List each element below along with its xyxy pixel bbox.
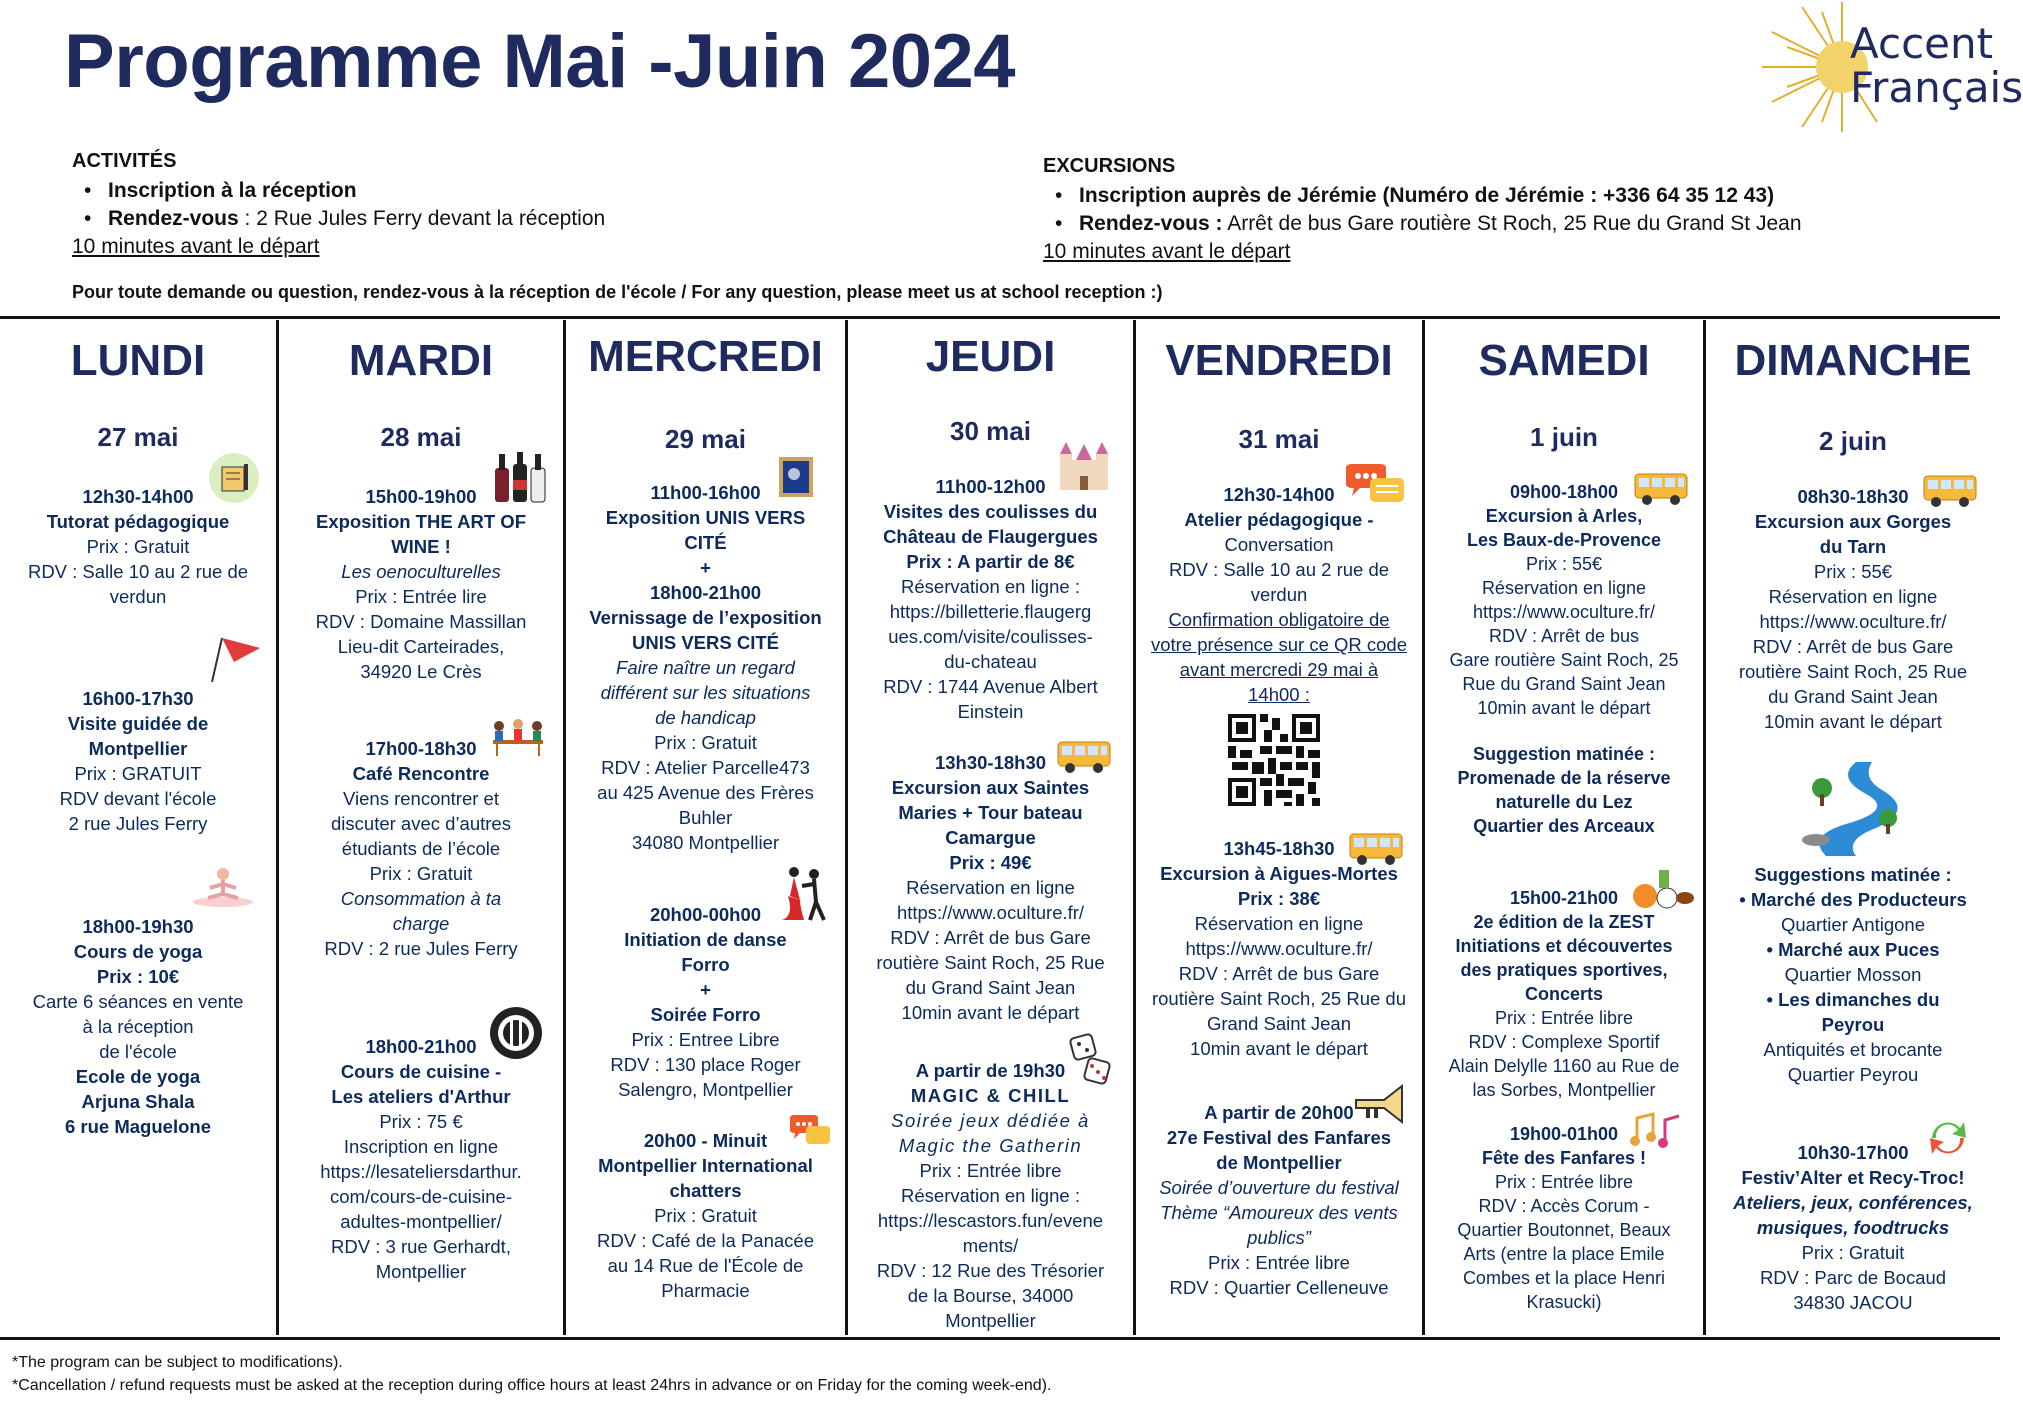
activites-item: • Inscription à la réception: [72, 177, 605, 205]
event-cafe-rencontre: 17h00-18h30 Café Rencontre Viens rencontrer et discuter avec d’autres étudiants de l’école Prix : Gratuit Consommation à ta charge RDV : 2 rue Jules Ferry: [324, 738, 518, 959]
event-unis-vers-cite: 11h00-16h00 Exposition UNIS VERS CITÉ + 18h00-21h00 Vernissage de l’exposition UNIS VERS CITÉ Faire naître un regard différent sur les situations de handicap Prix : Gratuit RDV : Atelier Parcelle473 au 425 Avenue des Frères Buhler 34080 Montpellier: [589, 482, 822, 853]
event-yoga: 18h00-19h30 Cours de yoga Prix : 10€ Carte 6 séances en vente à la réception de l'école Ecole de yoga Arjuna Shala 6 rue Maguelone: [32, 916, 244, 1137]
river-icon: [1796, 758, 1906, 858]
flag-icon: [208, 636, 262, 684]
day-date: 27 mai: [97, 422, 179, 452]
day-name: MARDI: [348, 336, 494, 385]
day-date: 28 mai: [380, 422, 462, 452]
suggestions-dimanche: Suggestions matinée : • Marché des Producteurs Quartier Antigone • Marché aux Puces Quartier Mosson • Les dimanches du Peyrou Antiquités et brocante Quartier Peyrou: [1739, 864, 1967, 1085]
event-zest: 15h00-21h00 2e édition de la ZEST Initiations et découvertes des pratiques sportives, Concerts Prix : Entrée libre RDV : Complexe Sportif Alain Delylle 1160 au Rue de las Sorbes, Montpellier: [1448, 888, 1680, 1100]
brand-name: Accent Français: [1850, 19, 2023, 112]
day-name: LUNDI: [70, 336, 206, 385]
excursions-item: • Rendez-vous : Arrêt de bus Gare routière St Roch, 25 Rue du Grand St Jean: [1043, 210, 1802, 238]
activites-info: ACTIVITÉS • Inscription à la réception • Rendez-vous : 2 Rue Jules Ferry devant la réception 10 minutes avant le départ: [72, 150, 605, 261]
column-vendredi: [1136, 322, 1422, 1332]
yoga-icon: [190, 866, 256, 908]
event-saintes-maries: 13h30-18h30 Excursion aux Saintes Maries + Tour bateau Camargue Prix : 49€ Réservation en ligne https://www.oculture.fr/ RDV : Arrêt de bus Gare routière Saint Roch, 25 Rue du Grand Saint Jean 10min avant le départ: [876, 752, 1105, 1023]
day-date: 1 juin: [1530, 422, 1598, 452]
event-festival-fanfares: A partir de 20h00 27e Festival des Fanfares de Montpellier Soirée d’ouverture du festival Thème “Amoureux des vents publics” Prix : Entrée libre RDV : Quartier Celleneuve: [1159, 1102, 1399, 1298]
event-tutorat: 12h30-14h00 Tutorat pédagogique Prix : Gratuit RDV : Salle 10 au 2 rue de verdun: [27, 486, 249, 607]
event-excursion-arles: 09h00-18h00 Excursion à Arles, Les Baux-de-Provence Prix : 55€ Réservation en ligne https://www.oculture.fr/ RDV : Arrêt de bus Gare routière Saint Roch, 25 Rue du Grand Saint Jean 10min avant le départ: [1449, 482, 1679, 718]
event-fete-fanfares: 19h00-01h00 Fête des Fanfares ! Prix : Entrée libre RDV : Accès Corum - Quartier Boutonnet, Beaux Arts (entre la place Emile Combes et la place Henri Krasucki): [1457, 1124, 1671, 1312]
day-name: DIMANCHE: [1734, 336, 1972, 385]
day-date: 29 mai: [665, 424, 746, 454]
excursions-info: EXCURSIONS • Inscription auprès de Jérémie (Numéro de Jérémie : +336 64 35 12 43) • Rendez-vous : Arrêt de bus Gare routière St Roch, 25 Rue du Grand St Jean 10 minutes avant le départ: [1043, 155, 1802, 266]
top-divider: [0, 316, 2000, 319]
activites-item: • Rendez-vous : 2 Rue Jules Ferry devant la réception: [72, 205, 605, 233]
excursions-item: • Inscription auprès de Jérémie (Numéro de Jérémie : +336 64 35 12 43): [1043, 182, 1802, 210]
page-title: Programme Mai -Juin 2024: [64, 19, 1016, 104]
column-mardi: [279, 322, 563, 1332]
event-gorges-tarn: 08h30-18h30 Excursion aux Gorges du Tarn Prix : 55€ Réservation en ligne https://www.oculture.fr/ RDV : Arrêt de bus Gare routière Saint Roch, 25 Rue du Grand Saint Jean 10min avant le départ: [1738, 486, 1968, 732]
event-chateau-flaugergues: 11h00-12h00 Visites des coulisses du Château de Flaugergues Prix : A partir de 8€ Réservation en ligne : https://billetterie.flaugerg ues.com/visite/coulisses- du-chateau RDV : 1744 Avenue Albert Einstein: [883, 476, 1098, 722]
column-lundi: [0, 322, 276, 1332]
day-date: 2 juin: [1819, 426, 1887, 456]
day-name: MERCREDI: [588, 332, 823, 381]
event-danse-forro: 20h00-00h00 Initiation de danse Forro + Soirée Forro Prix : Entree Libre RDV : 130 place Roger Salengro, Montpellier: [610, 904, 801, 1100]
column-dimanche: [1706, 322, 2000, 1332]
column-samedi: [1425, 322, 1703, 1332]
day-date: 30 mai: [950, 416, 1031, 446]
event-festiv-alter: 10h30-17h00 Festiv’Alter et Recy-Troc! Ateliers, jeux, conférences, musiques, foodtrucks Prix : Gratuit RDV : Parc de Bocaud 34830 JACOU: [1733, 1142, 1973, 1313]
event-cours-cuisine: 18h00-21h00 Cours de cuisine - Les ateliers d'Arthur Prix : 75 € Inscription en ligne https://lesateliersdarthur. com/cours-de-cuisine- adultes-montpellier/ RDV : 3 rue Gerhardt, Montpellier: [320, 1036, 522, 1282]
column-mercredi: [566, 322, 845, 1332]
day-name: SAMEDI: [1478, 336, 1650, 385]
reception-note: Pour toute demande ou question, rendez-vous à la réception de l'école / For any question, please meet us at school reception :): [72, 282, 1163, 302]
day-date: 31 mai: [1238, 424, 1320, 454]
event-international-chatters: 20h00 - Minuit Montpellier International chatters Prix : Gratuit RDV : Café de la Panacée au 14 Rue de l'École de Pharmacie: [597, 1130, 814, 1301]
qr-code-icon[interactable]: [1228, 714, 1320, 806]
event-visite-montpellier: 16h00-17h30 Visite guidée de Montpellier Prix : GRATUIT RDV devant l'école 2 rue Jules Ferry: [59, 688, 217, 834]
day-name: JEUDI: [925, 332, 1056, 381]
suggestion-reserve-lez: Suggestion matinée : Promenade de la réserve naturelle du Lez Quartier des Arceaux: [1457, 744, 1671, 836]
footer-note: *Cancellation / refund requests must be asked at the reception during office hours at least 24hrs in advance or on Friday for the coming week-end).: [12, 1377, 1052, 1394]
bottom-divider: [0, 1337, 2000, 1340]
column-jeudi: [848, 322, 1133, 1332]
event-magic-chill: A partir de 19h30 MAGIC & CHILL Soirée jeux dédiée à Magic the Gatherin Prix : Entrée libre Réservation en ligne : https://lescastors.fun/evene ments/ RDV : 12 Rue des Trésorier de la Bourse, 34000 Montpellier: [876, 1060, 1105, 1331]
event-atelier-conversation: 12h30-14h00 Atelier pédagogique - Conversation RDV : Salle 10 au 2 rue de verdun Confirmation obligatoire de votre présence sur ce QR code avant mercredi 29 mai à 14h00 :: [1150, 484, 1408, 705]
footer-note: *The program can be subject to modifications).: [12, 1354, 343, 1371]
day-name: VENDREDI: [1165, 336, 1393, 385]
event-aigues-mortes: 13h45-18h30 Excursion à Aigues-Mortes Prix : 38€ Réservation en ligne https://www.oculture.fr/ RDV : Arrêt de bus Gare routière Saint Roch, 25 Rue du Grand Saint Jean 10min avant le départ: [1151, 838, 1406, 1059]
event-art-of-wine: 15h00-19h00 Exposition THE ART OF WINE ! Les oenoculturelles Prix : Entrée lire RDV : Domaine Massillan Lieu-dit Carteirades, 34920 Le Crès: [315, 486, 527, 682]
